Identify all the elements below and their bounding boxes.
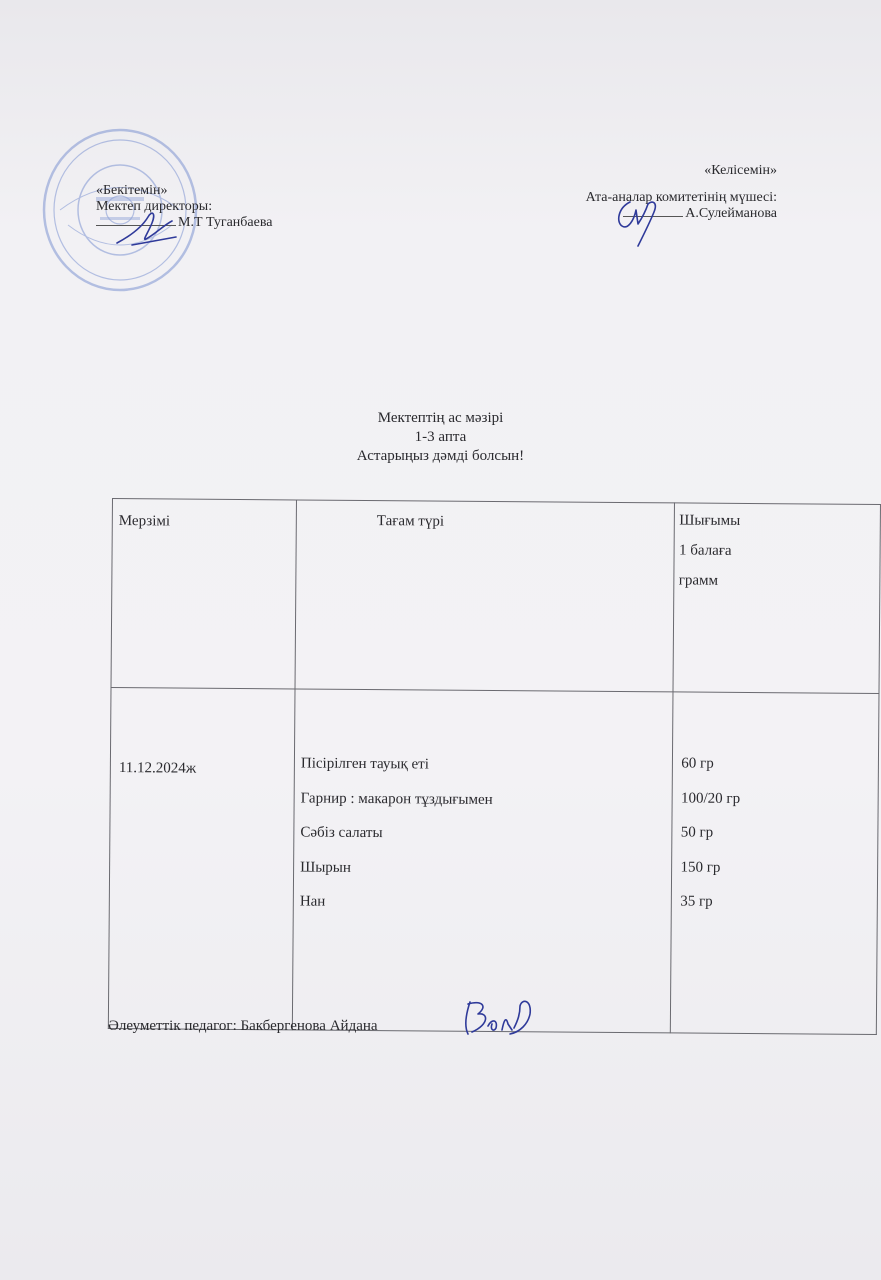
dish-item: Гарнир : макарон тұздығымен xyxy=(300,789,493,808)
dish-item: Пісірілген тауық еті xyxy=(300,755,429,773)
approval-name: М.Т Туганбаева xyxy=(178,215,273,230)
dish-item: Шырын xyxy=(300,858,352,876)
dish-item: Нан xyxy=(299,893,326,910)
column-header-date: Мерзімі xyxy=(111,499,296,689)
yield-header-line: 1 балаға xyxy=(678,542,732,559)
agreement-name: А.Сулейманова xyxy=(685,206,777,221)
approval-title: «Бекітемін» xyxy=(96,183,168,198)
menu-title: Мектептің ас мәзірі xyxy=(377,410,504,426)
committee-signature xyxy=(608,194,664,250)
yield-header-line: Шығымы xyxy=(679,512,741,529)
yield-item: 150 гр xyxy=(680,858,721,876)
dish-cell xyxy=(292,689,673,1033)
yield-item: 35 гр xyxy=(680,893,713,910)
menu-table xyxy=(108,498,881,1035)
table-header-row xyxy=(111,499,880,694)
approval-role: Мектеп директоры: xyxy=(96,199,213,214)
agreement-role: Ата-аналар комитетінің мүшесі: xyxy=(585,190,777,205)
menu-heading xyxy=(0,409,881,466)
menu-wish: Астарыңыз дәмді болсын! xyxy=(356,448,525,464)
yield-header-line: грамм xyxy=(678,572,719,589)
column-header-dish: Тағам түрі xyxy=(295,500,675,692)
yield-cell xyxy=(671,692,879,1035)
yield-item: 60 гр xyxy=(681,755,714,772)
pedagogue-signature xyxy=(458,990,538,1042)
agreement-title: «Келісемін» xyxy=(704,163,777,178)
menu-weeks: 1-3 апта xyxy=(414,429,467,445)
social-pedagogue-line: Әлеуметтік педагог: Бакбергенова Айдана xyxy=(108,1018,378,1034)
yield-item: 100/20 гр xyxy=(680,789,741,807)
column-header-yield xyxy=(673,503,880,694)
dish-item: Сәбіз салаты xyxy=(300,824,383,842)
table-row xyxy=(108,687,879,1034)
yield-item: 50 гр xyxy=(680,824,714,841)
director-signature xyxy=(112,205,182,251)
date-cell: 11.12.2024ж xyxy=(108,687,295,1029)
